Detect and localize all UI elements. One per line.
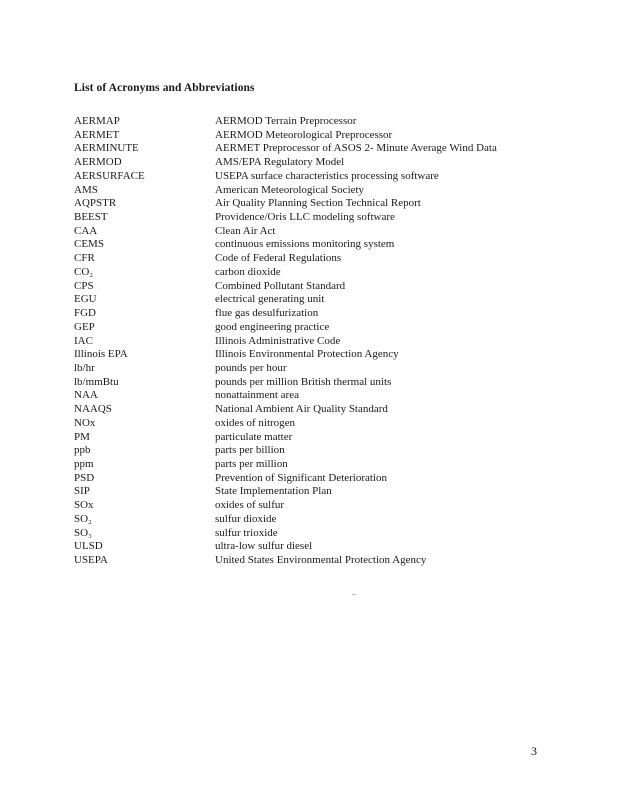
acronym-term: SOx bbox=[74, 499, 94, 512]
page-number: 3 bbox=[531, 744, 537, 758]
acronym-definition: pounds per million British thermal units bbox=[215, 375, 392, 388]
list-item bbox=[74, 266, 554, 280]
acronym-term: SO₂ bbox=[74, 512, 92, 525]
list-item bbox=[74, 225, 554, 239]
acronym-definition: particulate matter bbox=[215, 430, 293, 443]
acronym-term: USEPA bbox=[74, 554, 108, 566]
acronym-definition: State Implementation Plan bbox=[215, 485, 332, 498]
acronym-definition: electrical generating unit bbox=[215, 293, 325, 306]
acronym-term: GEP bbox=[74, 320, 95, 333]
list-item bbox=[74, 527, 554, 541]
acronym-term: CPS bbox=[74, 279, 94, 292]
list-item bbox=[74, 321, 554, 335]
acronym-term: NAA bbox=[74, 389, 98, 402]
acronym-term: NAAQS bbox=[74, 403, 112, 416]
acronym-term: ppm bbox=[74, 457, 94, 470]
acronym-definition: oxides of nitrogen bbox=[215, 416, 296, 429]
acronym-term: PM bbox=[74, 430, 90, 443]
list-item bbox=[74, 252, 554, 266]
acronym-definition: oxides of sulfur bbox=[215, 499, 285, 512]
acronym-term: SIP bbox=[74, 485, 90, 498]
acronym-definition: sulfur dioxide bbox=[215, 512, 277, 525]
list-item bbox=[74, 129, 554, 143]
acronym-definition: AMS/EPA Regulatory Model bbox=[215, 156, 345, 169]
page-title: List of Acronyms and Abbreviations bbox=[74, 82, 255, 94]
acronym-definition: Code of Federal Regulations bbox=[215, 252, 342, 265]
acronym-term: CAA bbox=[74, 224, 98, 237]
acronym-term: CEMS bbox=[74, 238, 104, 251]
list-item bbox=[74, 376, 554, 390]
scan-mark bbox=[352, 594, 356, 595]
list-item bbox=[74, 444, 554, 458]
acronym-term: ppb bbox=[74, 444, 91, 457]
list-item bbox=[74, 211, 554, 225]
list-item bbox=[74, 472, 554, 486]
acronym-term: lb/mmBtu bbox=[74, 375, 119, 388]
acronym-definition: United States Environmental Protection Agency bbox=[215, 554, 427, 566]
list-item bbox=[74, 238, 554, 252]
list-item bbox=[74, 389, 554, 403]
list-item bbox=[74, 293, 554, 307]
acronym-term: IAC bbox=[74, 334, 93, 347]
acronym-term: ULSD bbox=[74, 540, 103, 553]
list-item bbox=[74, 403, 554, 417]
list-item bbox=[74, 197, 554, 211]
acronym-definition: pounds per hour bbox=[215, 361, 287, 374]
acronym-term: AMS bbox=[74, 183, 98, 196]
acronym-term: AERMAP bbox=[74, 115, 120, 127]
acronym-term: lb/hr bbox=[74, 361, 95, 374]
acronym-definition: Air Quality Planning Section Technical Report bbox=[215, 197, 421, 210]
list-item bbox=[74, 431, 554, 445]
acronym-definition: AERMOD Terrain Preprocessor bbox=[215, 115, 357, 127]
acronym-definition: Prevention of Significant Deterioration bbox=[215, 471, 387, 484]
list-item bbox=[74, 115, 554, 129]
acronym-term: Illinois EPA bbox=[74, 348, 128, 361]
acronym-term: BEEST bbox=[74, 211, 108, 224]
acronym-definition: American Meteorological Society bbox=[215, 183, 365, 196]
list-item bbox=[74, 335, 554, 349]
acronym-definition: Providence/Oris LLC modeling software bbox=[215, 211, 395, 224]
acronym-list bbox=[74, 115, 554, 568]
acronym-definition: Combined Pollutant Standard bbox=[215, 279, 346, 292]
acronym-definition: flue gas desulfurization bbox=[215, 307, 319, 320]
acronym-definition: carbon dioxide bbox=[215, 265, 281, 278]
acronym-term: PSD bbox=[74, 471, 95, 484]
acronym-definition: nonattainment area bbox=[215, 389, 299, 402]
list-item bbox=[74, 307, 554, 321]
list-item bbox=[74, 156, 554, 170]
acronym-term: AQPSTR bbox=[74, 197, 117, 210]
acronym-definition: good engineering practice bbox=[215, 320, 330, 333]
list-item bbox=[74, 362, 554, 376]
list-item bbox=[74, 184, 554, 198]
list-item bbox=[74, 170, 554, 184]
acronym-term: AERMOD bbox=[74, 156, 122, 169]
list-item bbox=[74, 513, 554, 527]
acronym-definition: USEPA surface characteristics processing software bbox=[215, 169, 439, 182]
acronym-definition: AERMET Preprocessor of ASOS 2- Minute Average Wind Data bbox=[215, 142, 497, 155]
acronym-term: EGU bbox=[74, 293, 97, 306]
acronym-term: FGD bbox=[74, 307, 97, 320]
acronym-definition: continuous emissions monitoring system bbox=[215, 238, 395, 251]
acronym-term: CO₂ bbox=[74, 265, 94, 278]
list-item bbox=[74, 142, 554, 156]
acronym-term: AERMINUTE bbox=[74, 142, 139, 155]
acronym-definition: parts per billion bbox=[215, 444, 285, 457]
list-item bbox=[74, 554, 554, 568]
list-item bbox=[74, 499, 554, 513]
acronym-term: SO₃ bbox=[74, 526, 92, 539]
list-item bbox=[74, 280, 554, 294]
list-item bbox=[74, 417, 554, 431]
acronym-definition: Clean Air Act bbox=[215, 224, 276, 237]
acronym-term: AERSURFACE bbox=[74, 169, 145, 182]
acronym-definition: Illinois Environmental Protection Agency bbox=[215, 348, 399, 361]
list-item bbox=[74, 540, 554, 554]
acronym-term: NOx bbox=[74, 416, 96, 429]
acronym-definition: ultra-low sulfur diesel bbox=[215, 540, 313, 553]
list-item bbox=[74, 458, 554, 472]
acronym-definition: Illinois Administrative Code bbox=[215, 334, 341, 347]
acronym-definition: parts per million bbox=[215, 457, 288, 470]
acronym-definition: AERMOD Meteorological Preprocessor bbox=[215, 128, 393, 141]
list-item bbox=[74, 348, 554, 362]
list-item bbox=[74, 485, 554, 499]
acronym-term: CFR bbox=[74, 252, 95, 265]
acronym-term: AERMET bbox=[74, 128, 120, 141]
acronym-definition: sulfur trioxide bbox=[215, 526, 278, 539]
acronym-definition: National Ambient Air Quality Standard bbox=[215, 403, 388, 416]
